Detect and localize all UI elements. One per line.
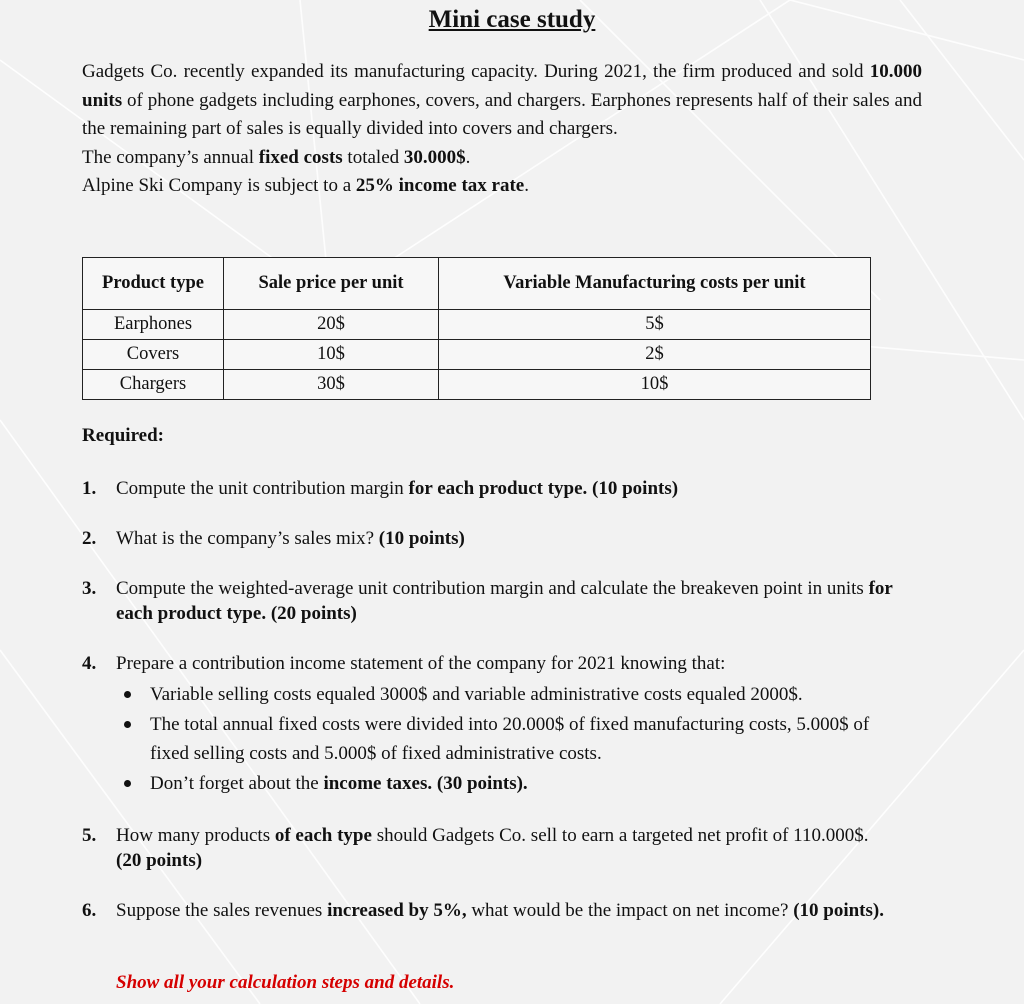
cell-cost: 2$ bbox=[439, 340, 871, 370]
list-item bbox=[116, 769, 932, 799]
question-2 bbox=[82, 526, 932, 551]
table-header-row bbox=[83, 258, 871, 310]
intro-bold: 25% income tax rate bbox=[355, 175, 525, 196]
intro-paragraph-2 bbox=[82, 144, 922, 173]
question-3 bbox=[82, 576, 902, 626]
cost-table-wrapper bbox=[82, 257, 871, 400]
question-1 bbox=[82, 476, 932, 501]
header-sale-price: Sale price per unit bbox=[224, 258, 439, 310]
intro-text: totaled bbox=[342, 146, 404, 168]
question-bold: for each product type bbox=[408, 478, 583, 499]
instruction-note: Show all your calculation steps and details. bbox=[116, 972, 455, 993]
question-bold: increased by 5%, bbox=[327, 900, 467, 921]
intro-bold: fixed costs bbox=[258, 146, 343, 168]
question-bold: of each type bbox=[274, 825, 372, 846]
intro-bold: 30.000$ bbox=[403, 146, 466, 168]
list-item: Variable selling costs equaled 3000$ and variable administrative costs equaled 2000$. bbox=[116, 680, 932, 710]
question-number: 5. bbox=[82, 825, 97, 846]
question-text: what would be the impact on net income? bbox=[466, 900, 794, 921]
intro-text: The company’s annual bbox=[82, 146, 259, 168]
intro-text: . bbox=[465, 146, 471, 168]
question-text: Prepare a contribution income statement of the company for 2021 knowing that: bbox=[116, 653, 726, 674]
header-variable-costs: Variable Manufacturing costs per unit bbox=[439, 258, 871, 310]
cell-cost: 5$ bbox=[439, 310, 871, 340]
cell-price: 20$ bbox=[224, 310, 439, 340]
question-points: . (10 points) bbox=[582, 478, 679, 499]
question-points: (20 points) bbox=[116, 850, 203, 871]
intro-units: 10.000 units bbox=[82, 61, 922, 111]
list-item: The total annual fixed costs were divided into 20.000$ of fixed manufacturing costs, 5.000$ of fixed selling costs and 5.000$ of fixed administrative costs. bbox=[116, 710, 890, 769]
intro-text: Gadgets Co. recently expanded its manufacturing capacity. During 2021, the firm produced and sold bbox=[82, 61, 870, 82]
required-heading: Required: bbox=[82, 425, 164, 446]
question-points: . (20 points) bbox=[261, 603, 357, 624]
question-text: Compute the weighted-average unit contribution margin and calculate the breakeven point in units bbox=[116, 578, 869, 599]
document-title: Mini case study bbox=[428, 6, 596, 33]
question-number: 3. bbox=[82, 578, 97, 599]
header-product-type: Product type bbox=[83, 258, 224, 310]
question-4-conditions bbox=[116, 680, 932, 798]
question-number: 1. bbox=[82, 478, 97, 499]
question-number: 2. bbox=[82, 528, 97, 549]
question-text: How many products bbox=[116, 825, 275, 846]
intro-paragraph-3 bbox=[82, 172, 922, 201]
question-text: What is the company’s sales mix? bbox=[116, 528, 379, 549]
intro-text: of phone gadgets including earphones, covers, and chargers. Earphones represents half of their sales and the remaining part of sales is equally divided into covers and chargers. bbox=[82, 89, 922, 139]
question-4 bbox=[82, 651, 932, 798]
question-text: Compute the unit contribution margin bbox=[116, 478, 409, 499]
question-points: (10 points). bbox=[793, 900, 884, 921]
question-text: should Gadgets Co. sell to earn a targeted net profit of 110.000$. bbox=[371, 825, 869, 846]
table-row bbox=[83, 310, 871, 340]
cell-product: Earphones bbox=[83, 310, 224, 340]
table-row bbox=[83, 370, 871, 400]
question-points: (10 points) bbox=[378, 528, 465, 549]
question-5 bbox=[82, 823, 892, 873]
intro-paragraph-1 bbox=[82, 58, 922, 144]
cell-price: 30$ bbox=[224, 370, 439, 400]
table-row bbox=[83, 340, 871, 370]
question-bold: income taxes bbox=[323, 772, 428, 794]
question-text: Suppose the sales revenues bbox=[116, 900, 328, 921]
intro-text: Alpine Ski Company is subject to a bbox=[82, 175, 356, 196]
question-number: 6. bbox=[82, 900, 97, 921]
cost-table bbox=[82, 257, 871, 400]
cell-price: 10$ bbox=[224, 340, 439, 370]
question-bold: for each product type bbox=[116, 578, 893, 624]
question-number: 4. bbox=[82, 653, 97, 674]
cell-product: Covers bbox=[83, 340, 224, 370]
cell-cost: 10$ bbox=[439, 370, 871, 400]
question-text: Don’t forget about the bbox=[150, 772, 324, 794]
intro-text: . bbox=[524, 175, 529, 196]
question-points: . (30 points). bbox=[427, 772, 528, 794]
cell-product: Chargers bbox=[83, 370, 224, 400]
question-6 bbox=[82, 898, 922, 923]
intro-section bbox=[82, 58, 922, 201]
